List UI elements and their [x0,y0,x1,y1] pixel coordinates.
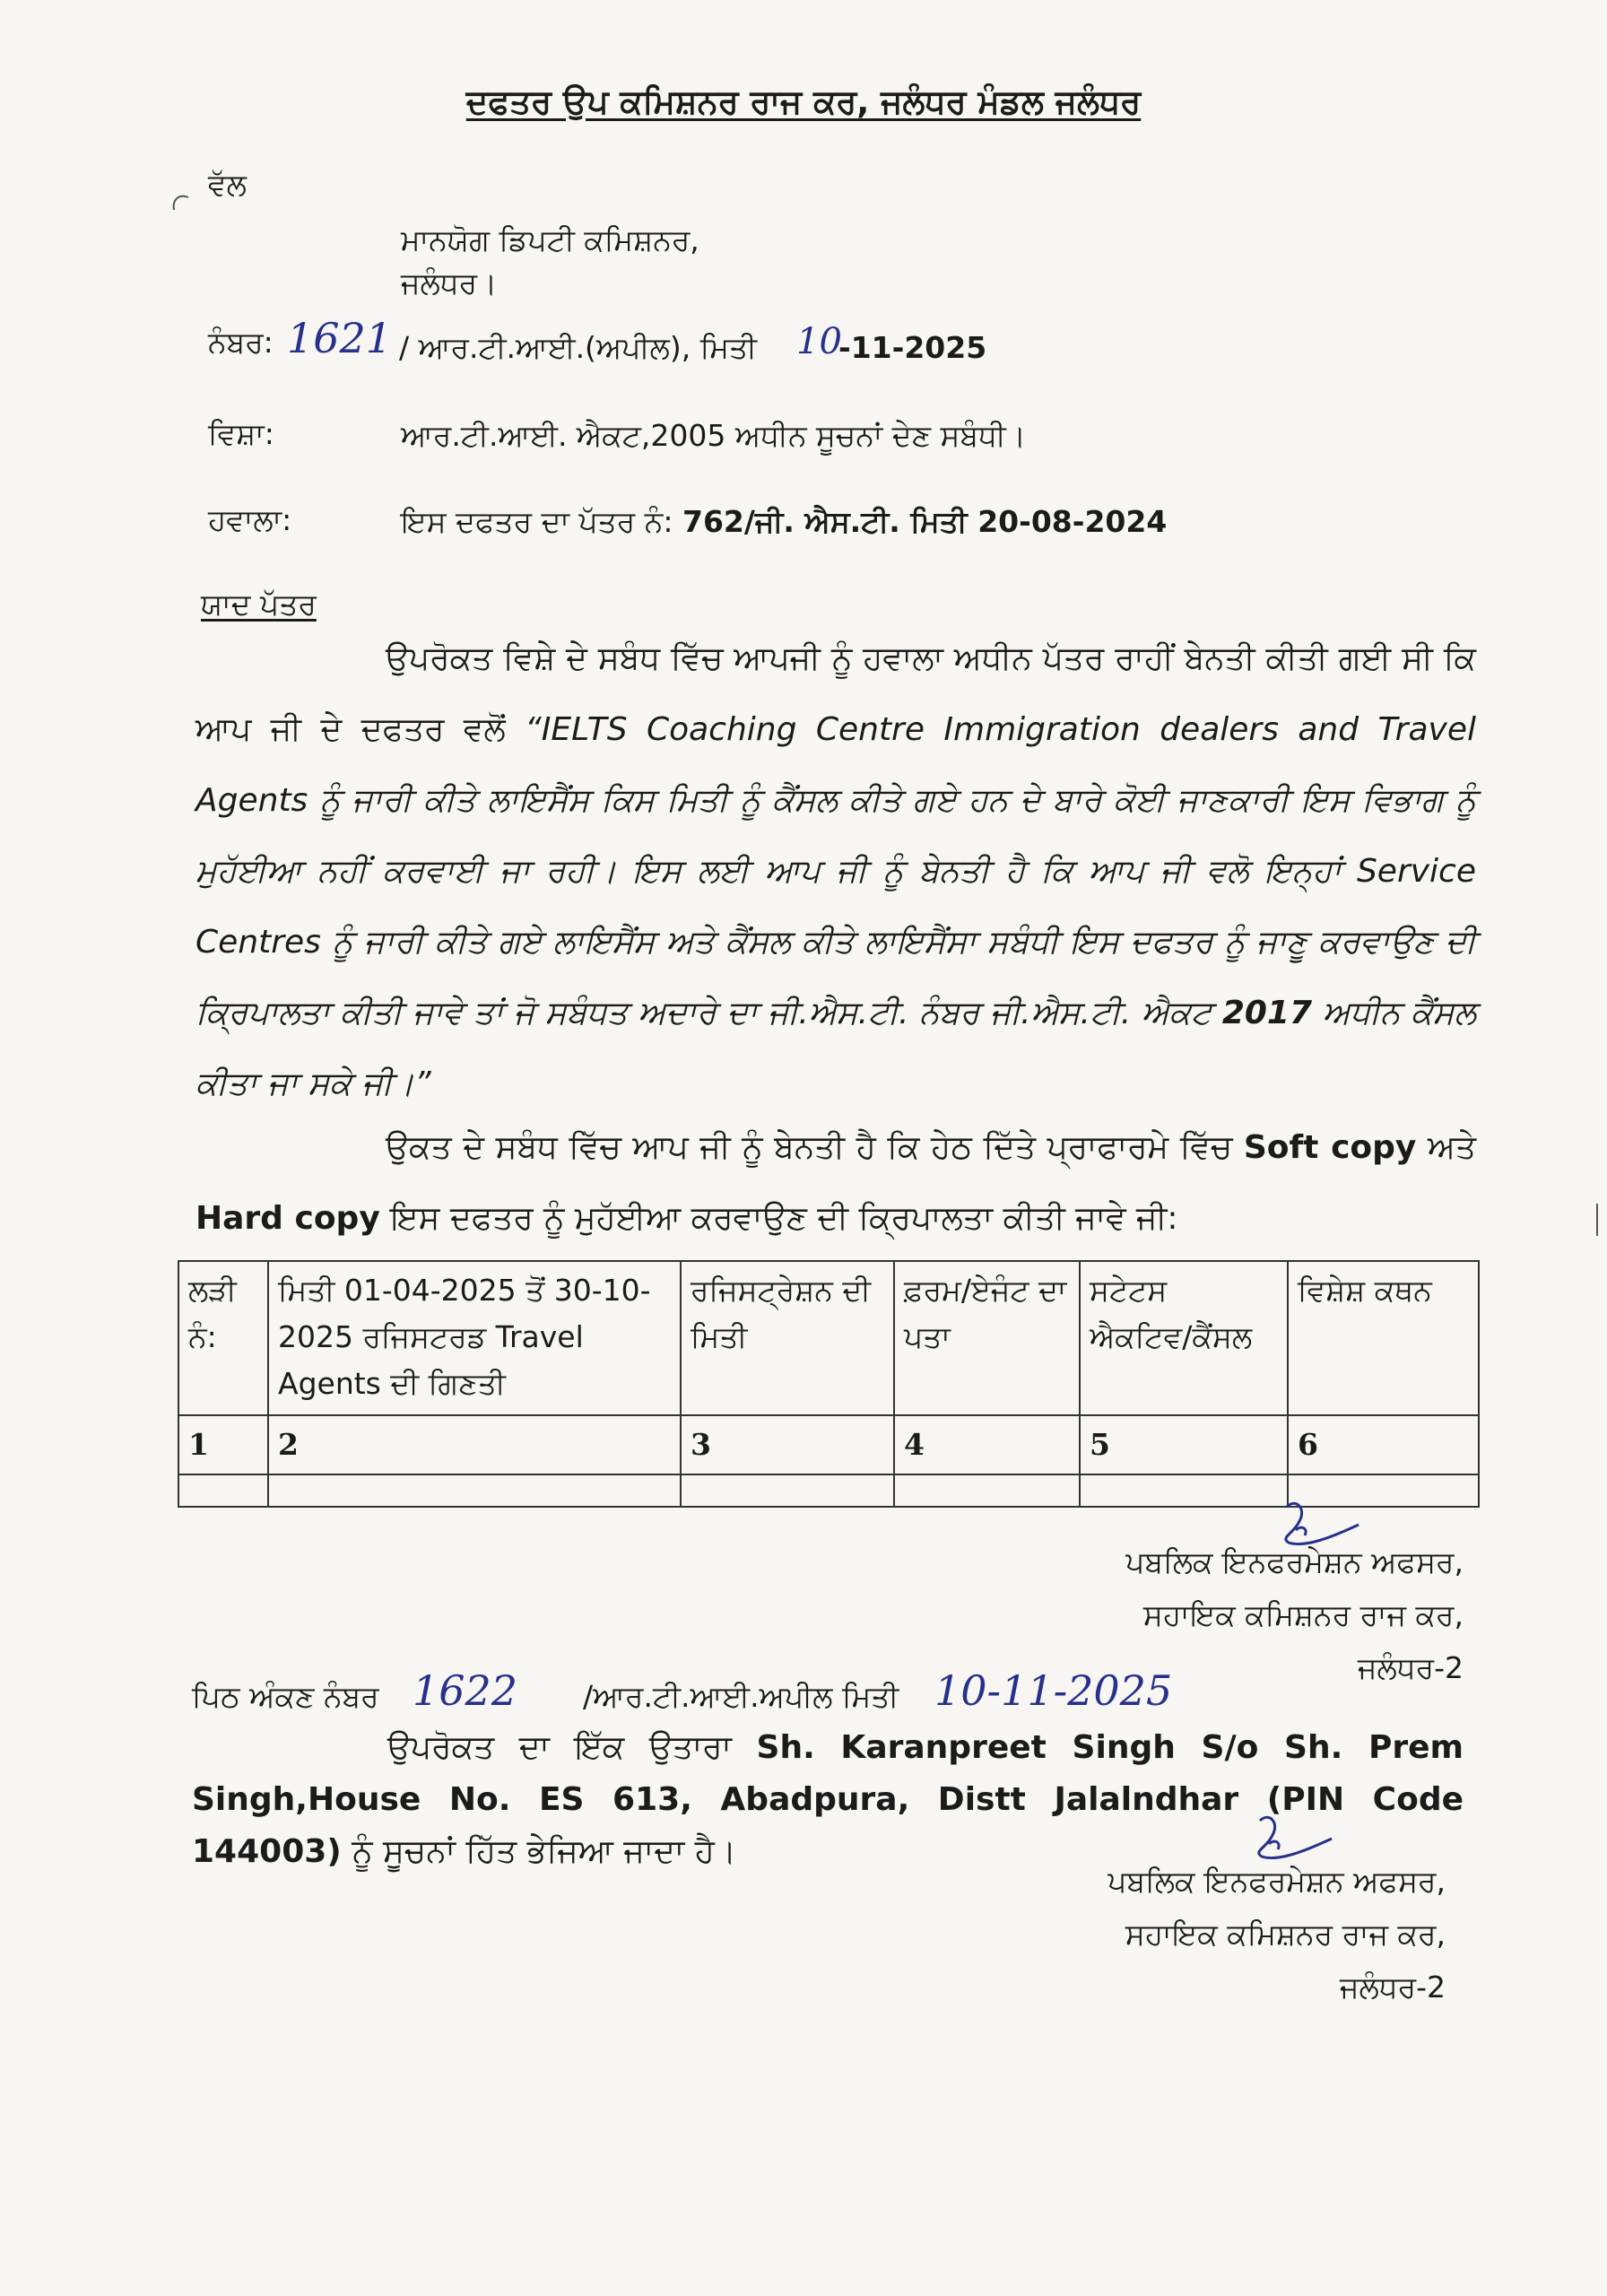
paragraph1-quote: “IELTS Coaching Centre Immigration dealers and Travel Agents ਨੂੰ ਜਾਰੀ ਕੀਤੇ ਲਾਇਸੈਂਸ ਕਿਸ ਮਿਤੀ ਨੂੰ ਕੈਂਸਲ ਕੀਤੇ ਗਏ ਹਨ ਦੇ ਬਾਰੇ ਕੋਈ ਜਾਣਕਾਰੀ ਇਸ ਵਿਭਾਗ ਨੂੰ ਮੁਹੱਈਆ ਨਹੀਂ ਕਰਵਾਈ ਜਾ ਰਹੀ। ਇਸ ਲਈ ਆਪ ਜੀ ਨੂੰ ਬੇਨਤੀ ਹੈ ਕਿ ਆਪ ਜੀ ਵਲੋ ਇਨ੍ਹਾਂ Service Centres ਨੂੰ ਜਾਰੀ ਕੀਤੇ ਗਏ ਲਾਇਸੈਂਸ ਅਤੇ ਕੈਂਸਲ ਕੀਤੇ ਲਾਇਸੈਂਸਾ ਸਬੰਧੀ ਇਸ ਦਫਤਰ ਨੂੰ ਜਾਣੂ ਕਰਵਾਉਣ ਦੀ ਕ੍ਰਿਪਾਲਤਾ ਕੀਤੀ ਜਾਵੇ ਤਾਂ ਜੋ ਸਬੰਧਤ ਅਦਾਰੇ ਦਾ ਜੀ.ਐਸ.ਟੀ. ਨੰਬਰ ਜੀ.ਐਸ.ਟੀ. ਐਕਟ [195,711,1476,1031]
table-header-cell: ਰਜਿਸਟ੍ਰੇਸ਼ਨ ਦੀ ਮਿਤੀ [681,1261,894,1415]
paragraph1-end: ਅਧੀਨ ਕੈਂਸਲ ਕੀਤਾ ਜਾ ਸਕੇ ਜੀ।” [195,995,1476,1102]
signature1-title: ਪਬਲਿਕ ਇਨਫਰਮੇਸ਼ਨ ਅਫਸਰ, [1125,1544,1464,1579]
paragraph1-part1: ਉਪਰੋਕਤ ਵਿਸ਼ੇ ਦੇ ਸਬੰਧ ਵਿੱਚ ਆਪਜੀ ਨੂੰ ਹਵਾਲਾ ਅਧੀਨ ਪੱਤਰ ਰਾਹੀਂ ਬੇਨਤੀ ਕੀਤੀ ਗਈ ਸੀ ਕਿ ਆਪ ਜੀ ਦੇ ਦਫਤਰ ਵਲੋਂ [195,640,1476,748]
signature2-place: ਜਲੰਧਰ-2 [1339,1970,1446,2005]
table-cell [894,1474,1080,1507]
number-text: / ਆਰ.ਟੀ.ਆਈ.(ਅਪੀਲ), ਮਿਤੀ [399,330,758,365]
endorsement-text: /ਆਰ.ਟੀ.ਆਈ.ਅਪੀਲ ਮਿਤੀ [583,1679,899,1714]
table-cell [178,1474,268,1507]
proforma-table [178,1260,1480,1508]
table-header-cell: ਲੜੀ ਨੰ: [178,1261,268,1415]
handwritten-endorsement-date: 10-11-2025 [934,1666,1173,1715]
date-text: -11-2025 [838,330,987,365]
paragraph1-act-year: 2017 [1221,995,1313,1031]
table-cell [268,1474,681,1507]
table-header-cell: ਫ਼ਰਮ/ਏਜੰਟ ਦਾ ਪਤਾ [894,1261,1080,1415]
table-cell: 4 [894,1415,1080,1474]
office-title: ਦਫਤਰ ਉਪ ਕਮਿਸ਼ਨਰ ਰਾਜ ਕਰ, ਜਲੰਧਰ ਮੰਡਲ ਜਲੰਧਰ [465,83,1142,121]
edge-mark-icon [1593,1202,1602,1238]
number-label: ਨੰਬਰ: [208,325,274,360]
handwritten-letter-number: 1621 [287,314,393,362]
paragraph2-part3: ਅਤੇ [1427,1129,1476,1166]
reference-text-pre: ਇਸ ਦਫਤਰ ਦਾ ਪੱਤਰ ਨੰ: [401,504,673,539]
reminder-paragraph [195,623,1476,1119]
endorsement-copy-pre: ਉਪਰੋਕਤ ਦਾ ਇੱਕ ਉਤਾਰਾ [387,1729,732,1766]
to-label: ਵੱਲ [208,167,247,202]
reference-label: ਹਵਾਲਾ: [208,502,292,537]
table-cell: 6 [1288,1415,1479,1474]
subject-text: ਆਰ.ਟੀ.ਆਈ. ਐਕਟ,2005 ਅਧੀਨ ਸੂਚਨਾਂ ਦੇਣ ਸਬੰਧੀ। [401,418,1027,453]
table-row [178,1415,1479,1474]
signature-block-1 [1125,1535,1464,1694]
pen-mark-icon [167,192,194,219]
paragraph2-part1: ਉਕਤ ਦੇ ਸਬੰਧ ਵਿੱਚ ਆਪ ਜੀ ਨੂੰ ਬੇਨਤੀ ਹੈ ਕਿ ਹੇਠ ਦਿੱਤੇ ਪ੍ਰਾਫਾਰਮੇ ਵਿੱਚ [386,1129,1233,1166]
table-cell: 2 [268,1415,681,1474]
recipient-details: Sh. Karanpreet Singh S/o Sh. Prem Singh,House No. ES 613, Abadpura, Distt Jalalndhar (PIN Code 144003) [192,1729,1464,1870]
table-header-row [178,1261,1479,1415]
addressee-line2: ਜਲੰਧਰ। [401,265,498,300]
table-header-cell: ਮਿਤੀ 01-04-2025 ਤੋਂ 30-10-2025 ਰਜਿਸਟਰਡ Travel Agents ਦੀ ਗਿਣਤੀ [268,1261,681,1415]
handwritten-endorsement-number: 1622 [413,1666,518,1715]
endorsement-label: ਪਿਠ ਅੰਕਣ ਨੰਬਰ [192,1679,379,1714]
soft-copy: Soft copy [1243,1129,1417,1166]
table-header-cell: ਵਿਸ਼ੇਸ਼ ਕਥਨ [1288,1261,1479,1415]
signature2-designation: ਸਹਾਇਕ ਕਮਿਸ਼ਨਰ ਰਾਜ ਕਰ, [1125,1917,1446,1952]
signature2-title: ਪਬਲਿਕ ਇਨਫਰਮੇਸ਼ਨ ਅਫਸਰ, [1108,1864,1446,1899]
addressee-line1: ਮਾਨਯੋਗ ਡਿਪਟੀ ਕਮਿਸ਼ਨਰ, [401,222,699,257]
hard-copy: Hard copy [195,1200,380,1237]
table-cell: 5 [1080,1415,1288,1474]
table-cell [681,1474,894,1507]
endorsement-copy-post: ਨੂੰ ਸੂਚਨਾਂ ਹਿੱਤ ਭੇਜਿਆ ਜਾਦਾ ਹੈ। [352,1833,737,1870]
signature1-designation: ਸਹਾਇਕ ਕਮਿਸ਼ਨਰ ਰਾਜ ਕਰ, [1142,1597,1464,1632]
reminder-heading: ਯਾਦ ਪੱਤਰ [201,587,317,622]
handwritten-date-day: 10 [796,321,842,362]
reference-text [401,504,1167,540]
paragraph2-part5: ਇਸ ਦਫਤਰ ਨੂੰ ਮੁਹੱਈਆ ਕਰਵਾਉਣ ਦੀ ਕ੍ਰਿਪਾਲਤਾ ਕੀਤੀ ਜਾਵੇ ਜੀ: [390,1200,1178,1237]
signature-block-2 [1108,1855,1446,2013]
signature1-place: ਜਲੰਧਰ-2 [1357,1650,1464,1685]
table-cell: 1 [178,1415,268,1474]
table-cell: 3 [681,1415,894,1474]
table-cell [1080,1474,1288,1507]
table-header-cell: ਸਟੇਟਸ ਐਕਟਿਵ/ਕੈਂਸਲ [1080,1261,1288,1415]
subject-label: ਵਿਸ਼ਾ: [208,416,274,451]
reference-number: 762/ਜੀ. ਐਸ.ਟੀ. ਮਿਤੀ 20-08-2024 [682,504,1168,539]
request-paragraph [195,1112,1476,1254]
